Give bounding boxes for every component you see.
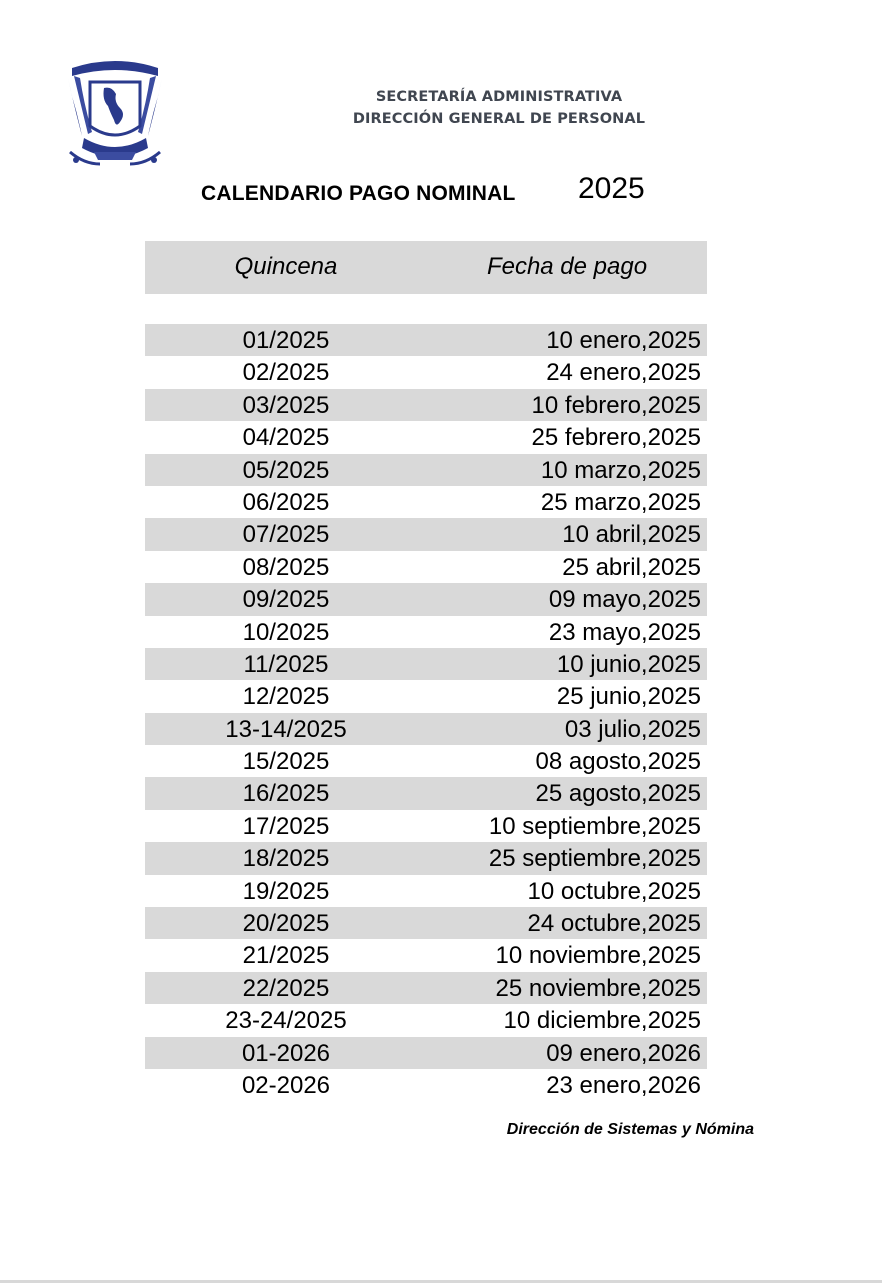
fecha-cell: 10 septiembre,2025 <box>488 812 701 840</box>
fecha-cell: 25 marzo,2025 <box>540 488 701 516</box>
table-row <box>145 583 707 615</box>
table-row <box>145 1069 707 1101</box>
quincena-cell: 22/2025 <box>242 974 330 1002</box>
quincena-cell: 17/2025 <box>242 812 330 840</box>
unam-crest-icon <box>64 56 166 172</box>
table-row <box>145 616 707 648</box>
quincena-cell: 19/2025 <box>242 877 330 905</box>
table-header <box>145 241 707 294</box>
fecha-cell: 25 junio,2025 <box>556 683 701 711</box>
fecha-cell: 25 abril,2025 <box>562 553 701 581</box>
quincena-cell: 11/2025 <box>243 650 329 678</box>
fecha-cell: 25 febrero,2025 <box>531 424 701 452</box>
footer-credit: Dirección de Sistemas y Nómina <box>506 1121 754 1138</box>
quincena-cell: 12/2025 <box>242 683 330 711</box>
fecha-cell: 25 agosto,2025 <box>535 780 701 808</box>
fecha-cell: 03 julio,2025 <box>564 715 701 743</box>
header-spacer <box>145 294 707 324</box>
fecha-cell: 24 octubre,2025 <box>527 910 701 938</box>
page-year: 2025 <box>578 172 645 205</box>
quincena-cell: 21/2025 <box>242 942 330 970</box>
column-header-quincena: Quincena <box>234 253 338 280</box>
fecha-cell: 10 enero,2025 <box>546 327 701 354</box>
fecha-cell: 09 mayo,2025 <box>548 586 701 614</box>
quincena-cell: 01-2026 <box>241 1039 331 1067</box>
table-row <box>145 356 707 388</box>
quincena-cell: 20/2025 <box>242 910 330 938</box>
fecha-cell: 10 octubre,2025 <box>527 877 701 905</box>
table-row <box>145 389 707 421</box>
table-row <box>145 972 707 1004</box>
fecha-cell: 24 enero,2025 <box>546 359 701 387</box>
table-row <box>145 810 707 842</box>
quincena-cell: 01/2025 <box>242 327 330 354</box>
page-title: CALENDARIO PAGO NOMINAL <box>201 182 516 205</box>
fecha-cell: 25 noviembre,2025 <box>495 974 701 1002</box>
quincena-cell: 10/2025 <box>242 618 330 646</box>
table-row <box>145 939 707 971</box>
quincena-cell: 08/2025 <box>242 553 330 581</box>
quincena-cell: 02/2025 <box>242 359 330 387</box>
column-header-fecha: Fecha de pago <box>486 253 648 280</box>
fecha-cell: 10 diciembre,2025 <box>503 1007 701 1035</box>
table-body <box>145 324 707 1101</box>
quincena-cell: 02-2026 <box>241 1071 331 1099</box>
quincena-cell: 05/2025 <box>242 456 330 484</box>
table-row <box>145 421 707 453</box>
fecha-cell: 10 noviembre,2025 <box>495 942 701 970</box>
quincena-cell: 16/2025 <box>242 780 330 808</box>
table-row <box>145 777 707 809</box>
table-row <box>145 648 707 680</box>
table-row <box>145 907 707 939</box>
page-bottom-rule <box>0 1280 882 1283</box>
table-row <box>145 1037 707 1069</box>
fecha-cell: 23 mayo,2025 <box>548 618 701 646</box>
fecha-cell: 25 septiembre,2025 <box>488 845 701 873</box>
quincena-cell: 03/2025 <box>242 391 330 419</box>
quincena-cell: 04/2025 <box>242 424 330 452</box>
fecha-cell: 10 abril,2025 <box>562 521 701 549</box>
fecha-cell: 09 enero,2026 <box>546 1039 701 1067</box>
table-row <box>145 1004 707 1036</box>
payment-calendar-table <box>145 241 707 1101</box>
fecha-cell: 23 enero,2026 <box>546 1071 701 1099</box>
quincena-cell: 09/2025 <box>242 586 330 614</box>
fecha-cell: 10 junio,2025 <box>556 650 701 678</box>
table-row <box>145 324 707 356</box>
quincena-cell: 07/2025 <box>242 521 330 549</box>
header-line-1: SECRETARÍA ADMINISTRATIVA <box>375 89 623 105</box>
fecha-cell: 10 febrero,2025 <box>531 391 701 419</box>
quincena-cell: 06/2025 <box>242 488 330 516</box>
quincena-cell: 15/2025 <box>242 748 330 776</box>
table-row <box>145 486 707 518</box>
table-row <box>145 713 707 745</box>
table-row <box>145 680 707 712</box>
fecha-cell: 08 agosto,2025 <box>535 748 701 776</box>
table-row <box>145 842 707 874</box>
quincena-cell: 18/2025 <box>242 845 330 873</box>
table-row <box>145 518 707 550</box>
table-row <box>145 745 707 777</box>
table-row <box>145 454 707 486</box>
institution-header <box>300 86 698 130</box>
table-row <box>145 551 707 583</box>
fecha-cell: 10 marzo,2025 <box>540 456 701 484</box>
quincena-cell: 23-24/2025 <box>225 1007 347 1035</box>
header-line-2: DIRECCIÓN GENERAL DE PERSONAL <box>352 111 646 127</box>
table-row <box>145 875 707 907</box>
quincena-cell: 13-14/2025 <box>225 715 347 743</box>
